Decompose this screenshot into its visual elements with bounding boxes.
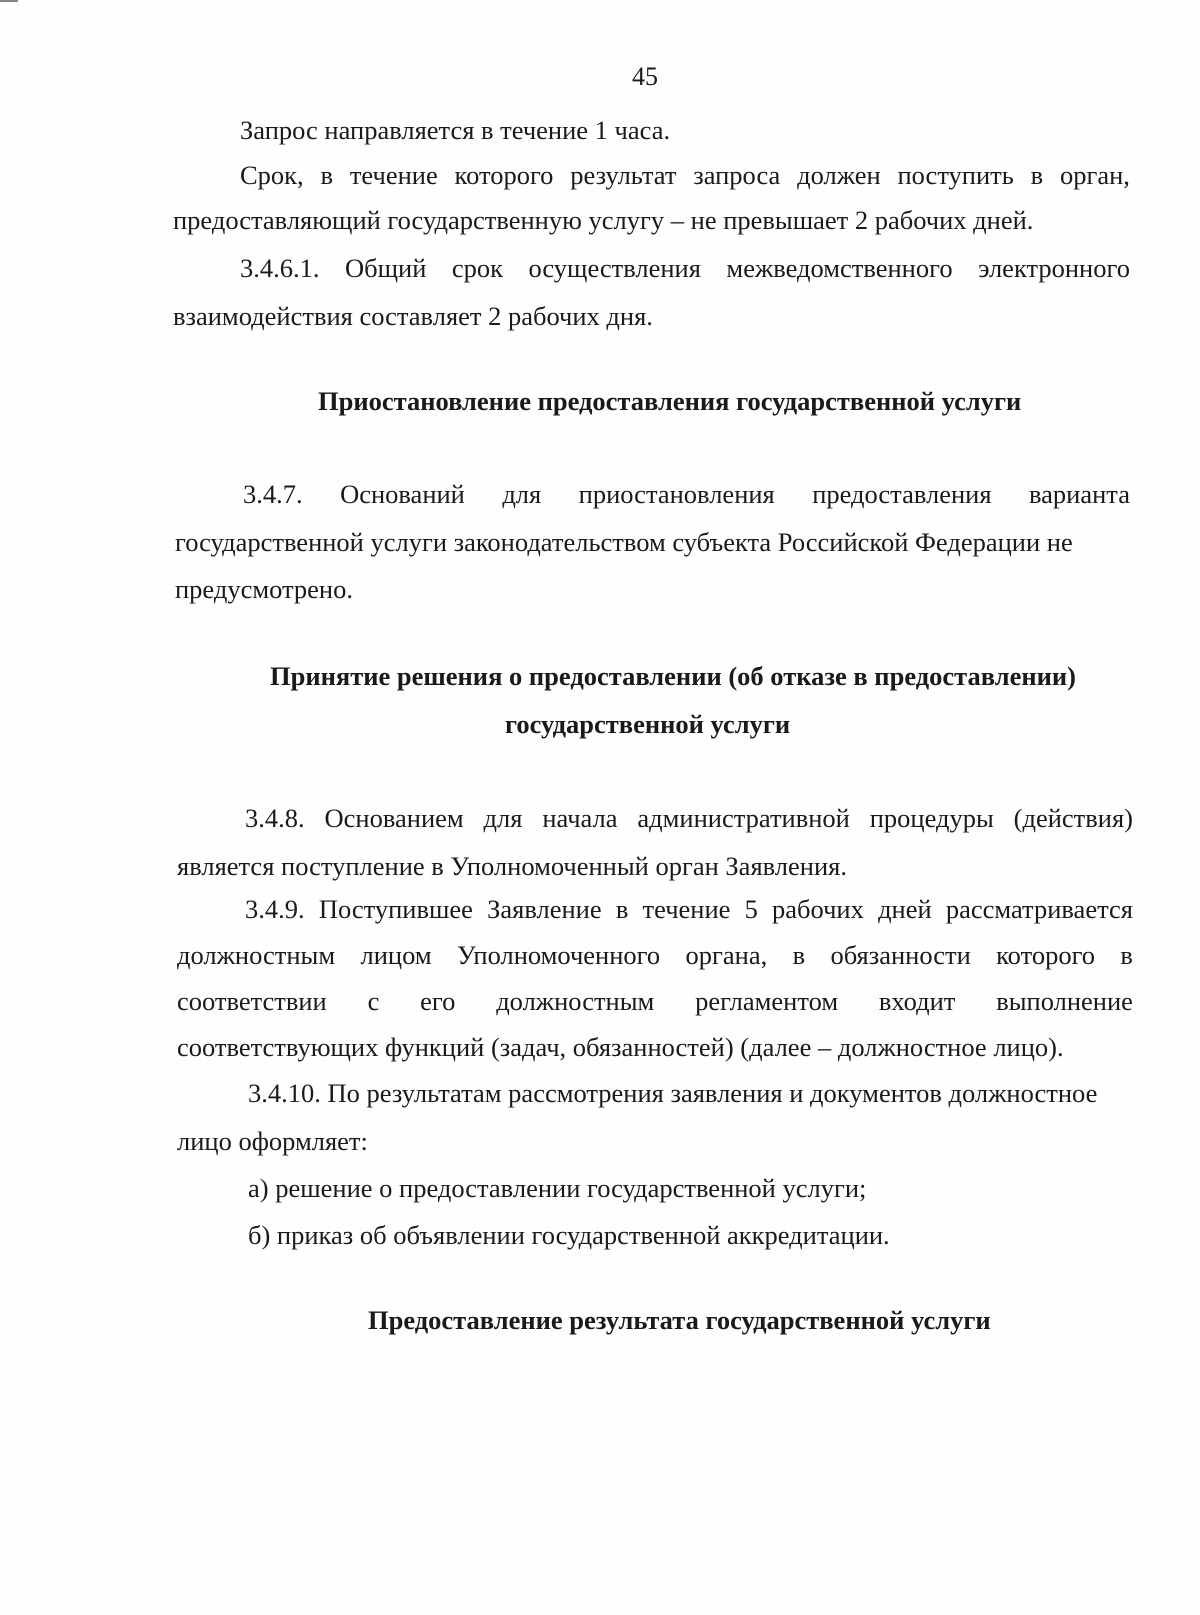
word: Срок, — [240, 160, 304, 190]
word: запроса — [693, 160, 781, 190]
paragraph-3-4-7-line-1 — [243, 481, 1130, 508]
word: 3.4.9. — [245, 894, 305, 924]
word: которого — [996, 940, 1096, 970]
word: рабочих — [772, 894, 864, 924]
paragraph-3-4-10-line-1: 3.4.10. По результатам рассмотрения заявления и документов должностное — [248, 1078, 1098, 1108]
word: обязанности — [830, 940, 971, 970]
word: течение — [349, 160, 438, 190]
word: 3.4.6.1. — [240, 253, 320, 283]
word: Заявление — [487, 894, 602, 924]
word: Уполномоченного — [456, 940, 661, 970]
word: должностным — [177, 940, 336, 970]
word: регламентом — [695, 986, 839, 1016]
paragraph-response-deadline-line-1 — [240, 162, 1130, 189]
word: административной — [637, 803, 850, 833]
list-item-b: б) приказ об объявлении государственной аккредитации. — [248, 1220, 890, 1250]
section-heading-decision-line-1: Принятие решения о предоставлении (об отказе в предоставлении) — [270, 661, 1076, 691]
word: (действия) — [1013, 803, 1133, 833]
word: результат — [570, 160, 677, 190]
section-heading-decision-line-2: государственной услуги — [505, 709, 791, 739]
paragraph-3-4-9-line-1 — [245, 896, 1133, 923]
word: Поступившее — [318, 894, 473, 924]
word: для — [502, 479, 542, 509]
word: с — [367, 986, 380, 1016]
word: в — [615, 894, 629, 924]
section-heading-suspension: Приостановление предоставления государственной услуги — [318, 386, 1022, 416]
page-number: 45 — [632, 62, 658, 91]
paragraph-3-4-8-line-1 — [245, 805, 1133, 832]
word: выполнение — [996, 986, 1133, 1016]
word: рассматривается — [945, 894, 1133, 924]
word: должностным — [496, 986, 655, 1016]
word: 3.4.7. — [243, 479, 303, 509]
word: Основанием — [324, 803, 464, 833]
word: его — [420, 986, 456, 1016]
list-item-a: а) решение о предоставлении государственной услуги; — [248, 1173, 867, 1203]
word: приостановления — [578, 479, 775, 509]
word: предоставления — [812, 479, 992, 509]
section-heading-result: Предоставление результата государственной услуги — [368, 1305, 991, 1335]
paragraph-3-4-6-1-line-1 — [240, 255, 1130, 282]
word: органа, — [685, 940, 768, 970]
word: срок — [451, 253, 503, 283]
paragraph-3-4-9-line-4: соответствующих функций (задач, обязанностей) (далее – должностное лицо). — [177, 1032, 1064, 1062]
word: в — [1030, 160, 1044, 190]
word: в — [1120, 940, 1133, 970]
word: процедуры — [869, 803, 994, 833]
word: в — [320, 160, 334, 190]
paragraph-request-time: Запрос направляется в течение 1 часа. — [240, 115, 671, 145]
paragraph-3-4-9-line-2 — [177, 942, 1133, 969]
paragraph-3-4-10-line-2: лицо оформляет: — [177, 1126, 368, 1156]
word: лицом — [360, 940, 432, 970]
word: межведомственного — [726, 253, 953, 283]
scan-edge-mark — [0, 0, 18, 2]
paragraph-3-4-7-line-2: государственной услуги законодательством субъекта Российской Федерации не — [175, 527, 1073, 557]
word: осуществления — [528, 253, 701, 283]
word: входит — [878, 986, 956, 1016]
word: должен — [797, 160, 881, 190]
paragraph-3-4-7-line-3: предусмотрено. — [175, 574, 353, 604]
word: дней — [878, 894, 932, 924]
paragraph-3-4-8-line-2: является поступление в Уполномоченный орган Заявления. — [177, 851, 847, 881]
paragraph-3-4-6-1-line-2: взаимодействия составляет 2 рабочих дня. — [173, 301, 653, 331]
word: орган, — [1059, 160, 1130, 190]
word: 3.4.8. — [245, 803, 305, 833]
paragraph-response-deadline-line-2: предоставляющий государственную услугу – не превышает 2 рабочих дней. — [173, 205, 1034, 235]
word: Общий — [344, 253, 427, 283]
word: для — [483, 803, 523, 833]
word: варианта — [1029, 479, 1130, 509]
word: электронного — [978, 253, 1130, 283]
word: начала — [542, 803, 618, 833]
word: 5 — [744, 894, 758, 924]
word: в — [792, 940, 806, 970]
paragraph-3-4-9-line-3 — [177, 988, 1133, 1015]
word: соответствии — [177, 986, 327, 1016]
word: течение — [642, 894, 731, 924]
word: поступить — [897, 160, 1014, 190]
word: которого — [454, 160, 554, 190]
word: Оснований — [340, 479, 465, 509]
